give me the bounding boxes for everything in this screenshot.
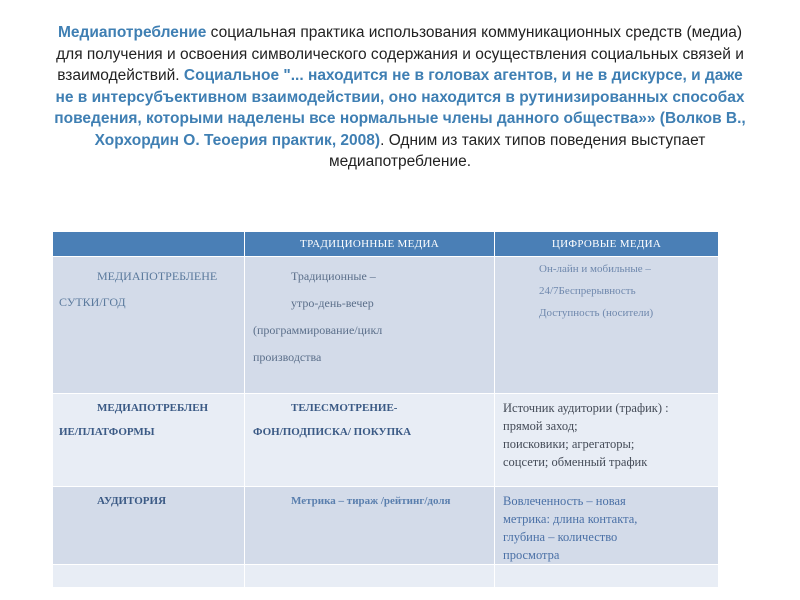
- table-row: [53, 487, 719, 565]
- header-digital: ЦИФРОВЫЕ МЕДИА: [495, 232, 719, 257]
- intro-definition: социальная практика использования коммуникационных средств (медиа) для получения и освоения символического содержания и осуществления социальных связей и взаимодействий.: [56, 24, 744, 84]
- row1-label: МЕДИАПОТРЕБЛЕНЕ СУТКИ/ГОД: [53, 257, 245, 394]
- row3-digital: Вовлеченность – новая метрика: длина контакта, глубина – количество просмотра: [495, 487, 719, 565]
- row1-digital: Он-лайн и мобильные – 24/7Беспрерывность Доступность (носители): [495, 257, 719, 394]
- row4-empty-cell: [245, 565, 495, 588]
- intro-conclusion: . Одним из таких типов поведения выступает медиапотребление.: [328, 131, 706, 170]
- row4-empty-cell: [495, 565, 719, 588]
- table-header-row: [53, 232, 719, 257]
- header-empty: [53, 232, 245, 257]
- table-row: [53, 394, 719, 487]
- row2-digital: Источник аудитории (трафик) : прямой заход; поисковики; агрегаторы; соцсети; обменный трафик: [495, 394, 719, 487]
- row2-label: МЕДИАПОТРЕБЛЕН ИЕ/ПЛАТФОРМЫ: [53, 394, 245, 487]
- header-traditional: ТРАДИЦИОННЫЕ МЕДИА: [245, 232, 495, 257]
- media-comparison-table: [52, 231, 719, 588]
- row3-traditional: Метрика – тираж /рейтинг/доля: [245, 487, 495, 565]
- row2-traditional: ТЕЛЕСМОТРЕНИЕ- ФОН/ПОДПИСКА/ ПОКУПКА: [245, 394, 495, 487]
- intro-quote: Социальное "... находится не в головах агентов, и не в дискурсе, и даже не в интерсубъективном взаимодействии, оно находится в рутинизированных способах поведения, которыми наделены все нормальные члены данного общества»» (Волков В., Хорхордин О. Теоерия практик, 2008): [54, 67, 746, 149]
- row1-traditional: Традиционные – утро-день-вечер (программирование/цикл производства: [245, 257, 495, 394]
- intro-paragraph: [50, 22, 750, 173]
- table-row: [53, 565, 719, 588]
- table-row: [53, 257, 719, 394]
- intro-term: Медиапотребление: [57, 24, 207, 41]
- row4-empty-cell: [53, 565, 245, 588]
- row3-label: АУДИТОРИЯ: [53, 487, 245, 565]
